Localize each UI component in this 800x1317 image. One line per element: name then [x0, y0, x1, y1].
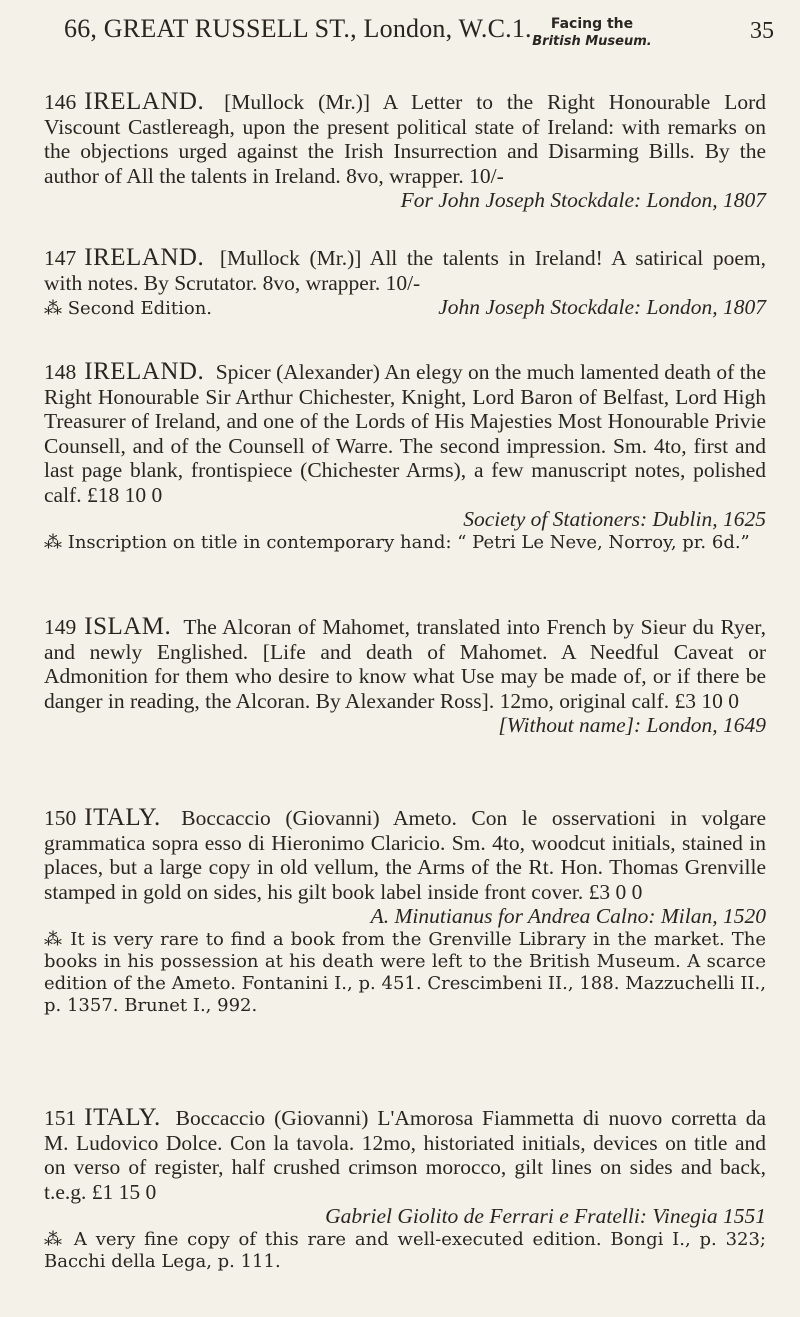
catalogue-entry-147 — [44, 246, 766, 320]
entry-description: Boccaccio (Giovanni) L'Amorosa Fiammetta di nuovo corretta da M. Ludovico Dolce. Con la tavola. 12mo, historiated initials, devices on title and on verso of register, half crushed crimson morocco, gilt lines on sides and back, t.e.g. £1 15 0 — [44, 1106, 766, 1204]
entry-imprint: [Without name]: London, 1649 — [498, 713, 766, 737]
entry-number: 150 — [44, 806, 77, 830]
entry-heading: IRELAND. — [84, 358, 205, 385]
entry-heading: IRELAND. — [84, 88, 205, 115]
stamp-line-1: Facing the — [550, 16, 634, 32]
entry-imprint: Gabriel Giolito de Ferrari e Fratelli: Vinegia 1551 — [325, 1204, 766, 1228]
entry-number: 148 — [44, 360, 77, 384]
entry-description: [Mullock (Mr.)] All the talents in Ireland! A satirical poem, with notes. By Scrutator. 8vo, wrapper. 10/- — [44, 246, 766, 295]
entry-heading: ISLAM. — [84, 613, 172, 640]
entry-description: The Alcoran of Mahomet, translated into French by Sieur du Ryer, and newly Englished. [Life and death of Mahomet. A Needful Caveat or Admonition for them who desire to know what Use may be made of, or if there be danger in reading, the Alcoran. By Alexander Ross]. 12mo, original calf. £3 10 0 — [44, 615, 766, 713]
entry-imprint: A. Minutianus for Andrea Calno: Milan, 1520 — [370, 904, 766, 928]
catalogue-entry-146 — [44, 90, 766, 213]
entry-note: ⁂ Second Edition. — [44, 298, 213, 319]
entry-description: Spicer (Alexander) An elegy on the much lamented death of the Right Honourable Sir Arthur Chichester, Knight, Lord Baron of Belfast, Lord High Treasurer of Ireland, and one of the Lords of His Majesties Most Honourable Privie Counsell, and of the Counsell of Warre. The second impression. Sm. 4to, first and last page blank, frontispiece (Chichester Arms), a few manuscript notes, polished calf. £18 10 0 — [44, 360, 767, 507]
entry-heading: ITALY. — [84, 804, 161, 831]
entry-note: ⁂ It is very rare to find a book from the Grenville Library in the market. The books in his possession at his death were left to the British Museum. A scarce edition of the Ameto. Fontanini I., p. 451. Crescimbeni II., 188. Mazzuchelli II., p. 1357. Brunet I., 992. — [44, 928, 766, 1016]
page-header — [64, 14, 774, 54]
entry-number: 149 — [44, 615, 77, 639]
header-address: 66, GREAT RUSSELL ST., London, W.C.1. — [64, 14, 532, 43]
catalogue-entry-148 — [44, 360, 766, 554]
catalogue-entry-151 — [44, 1106, 766, 1273]
catalogue-entry-150 — [44, 806, 766, 1017]
entry-heading: ITALY. — [84, 1104, 161, 1131]
shop-stamp — [522, 16, 662, 50]
entry-imprint: John Joseph Stockdale: London, 1807 — [438, 295, 766, 319]
stamp-line-2: British Museum. — [532, 34, 652, 49]
entry-note: ⁂ Inscription on title in contemporary hand: “ Petri Le Neve, Norroy, pr. 6d.” — [44, 531, 750, 553]
entry-imprint: Society of Stationers: Dublin, 1625 — [463, 507, 766, 531]
entry-number: 151 — [44, 1106, 77, 1130]
entry-heading: IRELAND. — [84, 244, 205, 271]
page-number: 35 — [750, 18, 774, 44]
entry-description: Boccaccio (Giovanni) Ameto. Con le osservationi in volgare grammatica sopra esso di Hieronimo Claricio. Sm. 4to, woodcut initials, stained in places, but a large copy in old vellum, the Arms of the Rt. Hon. Thomas Grenville stamped in gold on sides, his gilt book label inside front cover. £3 0 0 — [44, 806, 767, 904]
entry-number: 147 — [44, 246, 77, 270]
entry-note: ⁂ A very fine copy of this rare and well-executed edition. Bongi I., p. 323; Bacchi della Lega, p. 111. — [44, 1228, 766, 1272]
entry-description: [Mullock (Mr.)] A Letter to the Right Honourable Lord Viscount Castlereagh, upon the present political state of Ireland: with remarks on the objections urged against the Irish Insurrection and Disarming Bills. By the author of All the talents in Ireland. 8vo, wrapper. 10/- — [44, 90, 766, 188]
entry-number: 146 — [44, 90, 77, 114]
entry-imprint: For John Joseph Stockdale: London, 1807 — [400, 188, 766, 212]
catalogue-entry-149 — [44, 615, 766, 738]
